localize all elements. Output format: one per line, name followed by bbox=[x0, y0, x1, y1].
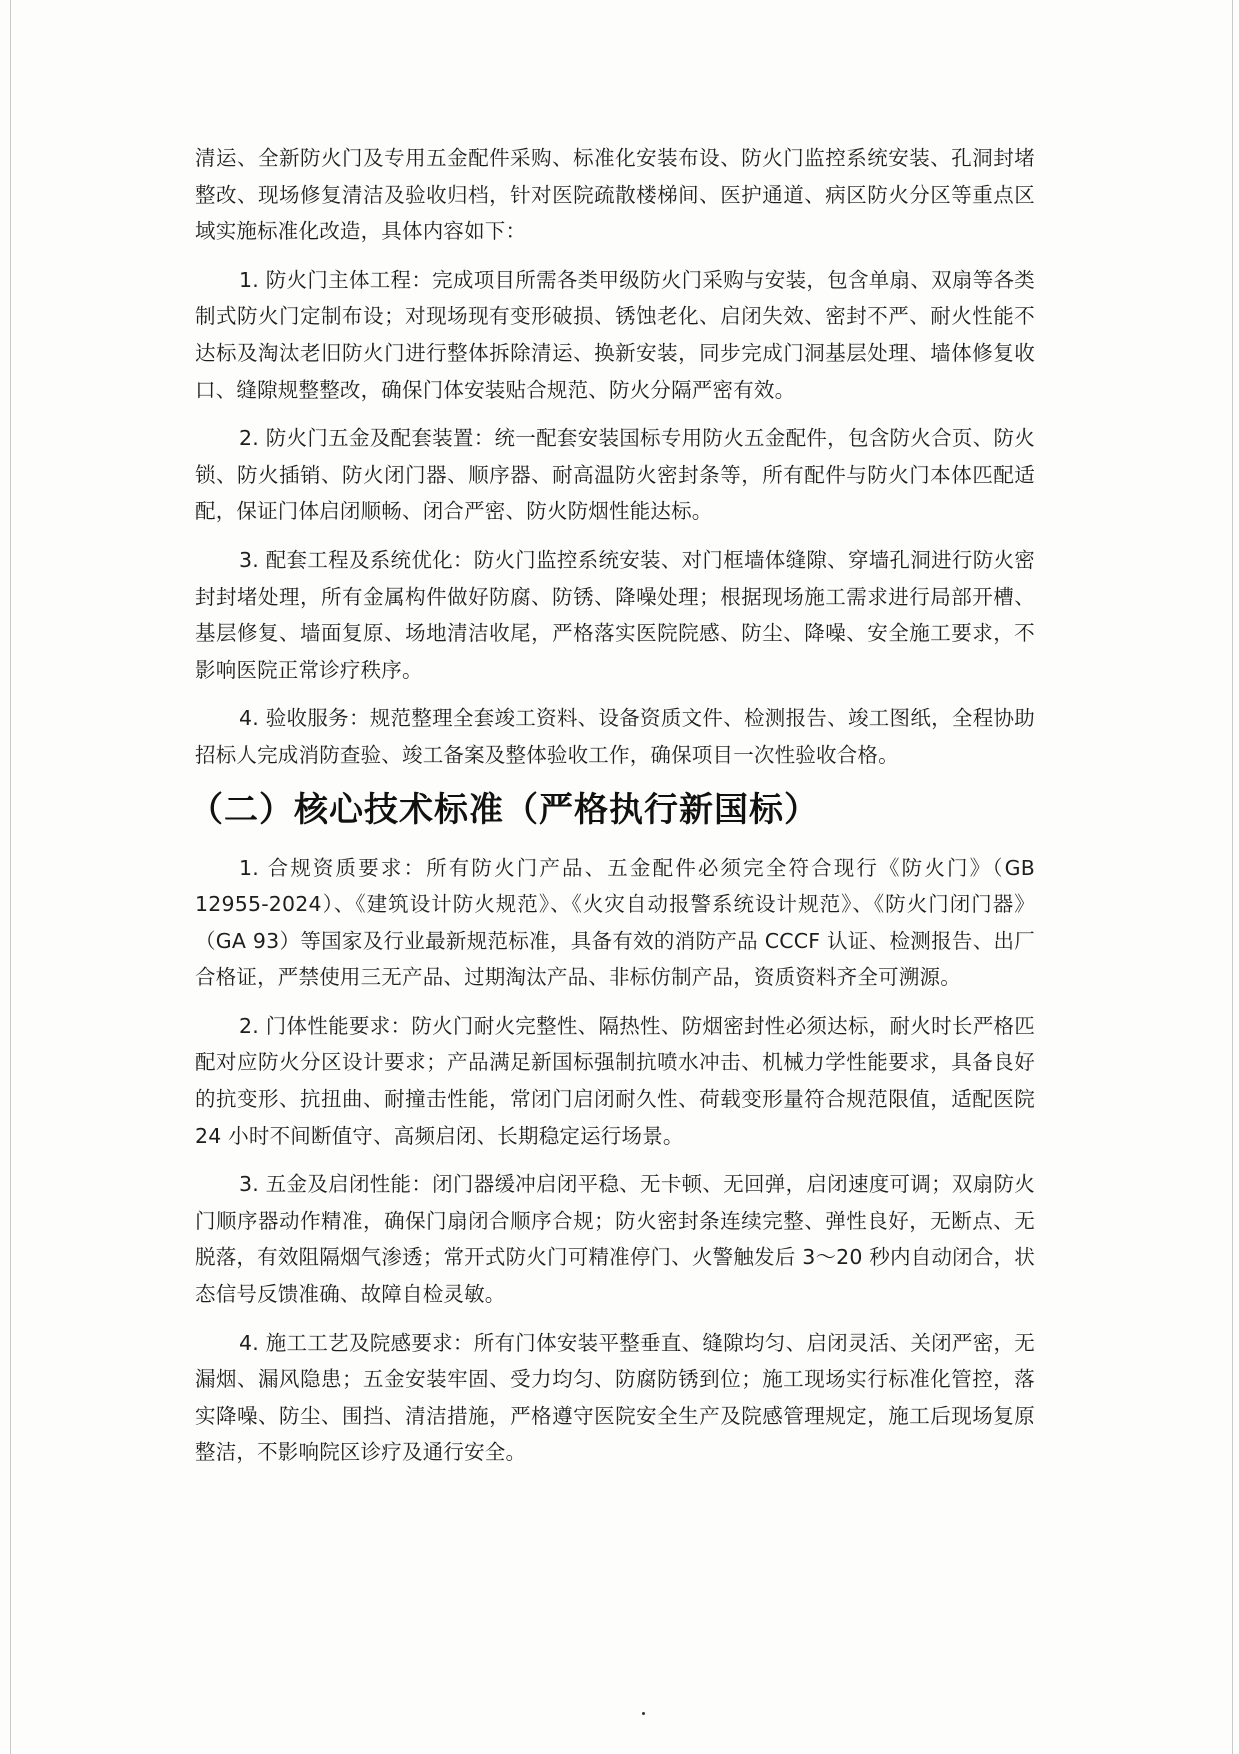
scope-item-4: 4. 验收服务：规范整理全套竣工资料、设备资质文件、检测报告、竣工图纸，全程协助招标人完成消防查验、竣工备案及整体验收工作，确保项目一次性验收合格。 bbox=[195, 706, 1035, 767]
scan-edge-right bbox=[1232, 0, 1233, 1754]
scan-edge-left bbox=[10, 0, 11, 1754]
standard-item-1: 1. 合规资质要求：所有防火门产品、五金配件必须完全符合现行《防火门》（GB 12955-2024）、《建筑设计防火规范》、《火灾自动报警系统设计规范》、《防火门闭门器》（GA 93）等国家及行业最新规范标准，具备有效的消防产品 CCCF 认证、检测报告、出厂合格证，严禁使用三无产品、过期淘汰产品、非标仿制产品，资质资料齐全可溯源。 bbox=[195, 855, 1035, 990]
document-body bbox=[189, 140, 1035, 1483]
section-heading: （二）核心技术标准（严格执行新国标） bbox=[189, 789, 819, 830]
standard-item-2: 2. 门体性能要求：防火门耐火完整性、隔热性、防烟密封性必须达标，耐火时长严格匹配对应防火分区设计要求；产品满足新国标强制抗喷水冲击、机械力学性能要求，具备良好的抗变形、抗扭曲、耐撞击性能，常闭门启闭耐久性、荷载变形量符合规范限值，适配医院 24 小时不间断值守、高频启闭、长期稳定运行场景。 bbox=[195, 1013, 1035, 1148]
scope-item-2: 2. 防火门五金及配套装置：统一配套安装国标专用防火五金配件，包含防火合页、防火锁、防火插销、防火闭门器、顺序器、耐高温防火密封条等，所有配件与防火门本体匹配适配，保证门体启闭顺畅、闭合严密、防火防烟性能达标。 bbox=[195, 426, 1035, 524]
intro-paragraph: 清运、全新防火门及专用五金配件采购、标准化安装布设、防火门监控系统安装、孔洞封堵整改、现场修复清洁及验收归档，针对医院疏散楼梯间、医护通道、病区防火分区等重点区域实施标准化改造，具体内容如下： bbox=[195, 146, 1035, 244]
standard-item-3: 3. 五金及启闭性能：闭门器缓冲启闭平稳、无卡顿、无回弹，启闭速度可调；双扇防火门顺序器动作精准，确保门扇闭合顺序合规；防火密封条连续完整、弹性良好，无断点、无脱落，有效阻隔烟气渗透；常开式防火门可精准停门、火警触发后 3～20 秒内自动闭合，状态信号反馈准确、故障自检灵敏。 bbox=[195, 1172, 1035, 1307]
scan-speck bbox=[642, 1712, 645, 1715]
scope-item-1: 1. 防火门主体工程：完成项目所需各类甲级防火门采购与安装，包含单扇、双扇等各类制式防火门定制布设；对现场现有变形破损、锈蚀老化、启闭失效、密封不严、耐火性能不达标及淘汰老旧防火门进行整体拆除清运、换新安装，同步完成门洞基层处理、墙体修复收口、缝隙规整整改，确保门体安装贴合规范、防火分隔严密有效。 bbox=[195, 267, 1035, 402]
standard-item-4: 4. 施工工艺及院感要求：所有门体安装平整垂直、缝隙均匀、启闭灵活、关闭严密，无漏烟、漏风隐患；五金安装牢固、受力均匀、防腐防锈到位；施工现场实行标准化管控，落实降噪、防尘、围挡、清洁措施，严格遵守医院安全生产及院感管理规定，施工后现场复原整洁，不影响院区诊疗及通行安全。 bbox=[195, 1330, 1035, 1465]
scope-item-3: 3. 配套工程及系统优化：防火门监控系统安装、对门框墙体缝隙、穿墙孔洞进行防火密封封堵处理，所有金属构件做好防腐、防锈、降噪处理；根据现场施工需求进行局部开槽、基层修复、墙面复原、场地清洁收尾，严格落实医院院感、防尘、降噪、安全施工要求，不影响医院正常诊疗秩序。 bbox=[195, 547, 1035, 682]
